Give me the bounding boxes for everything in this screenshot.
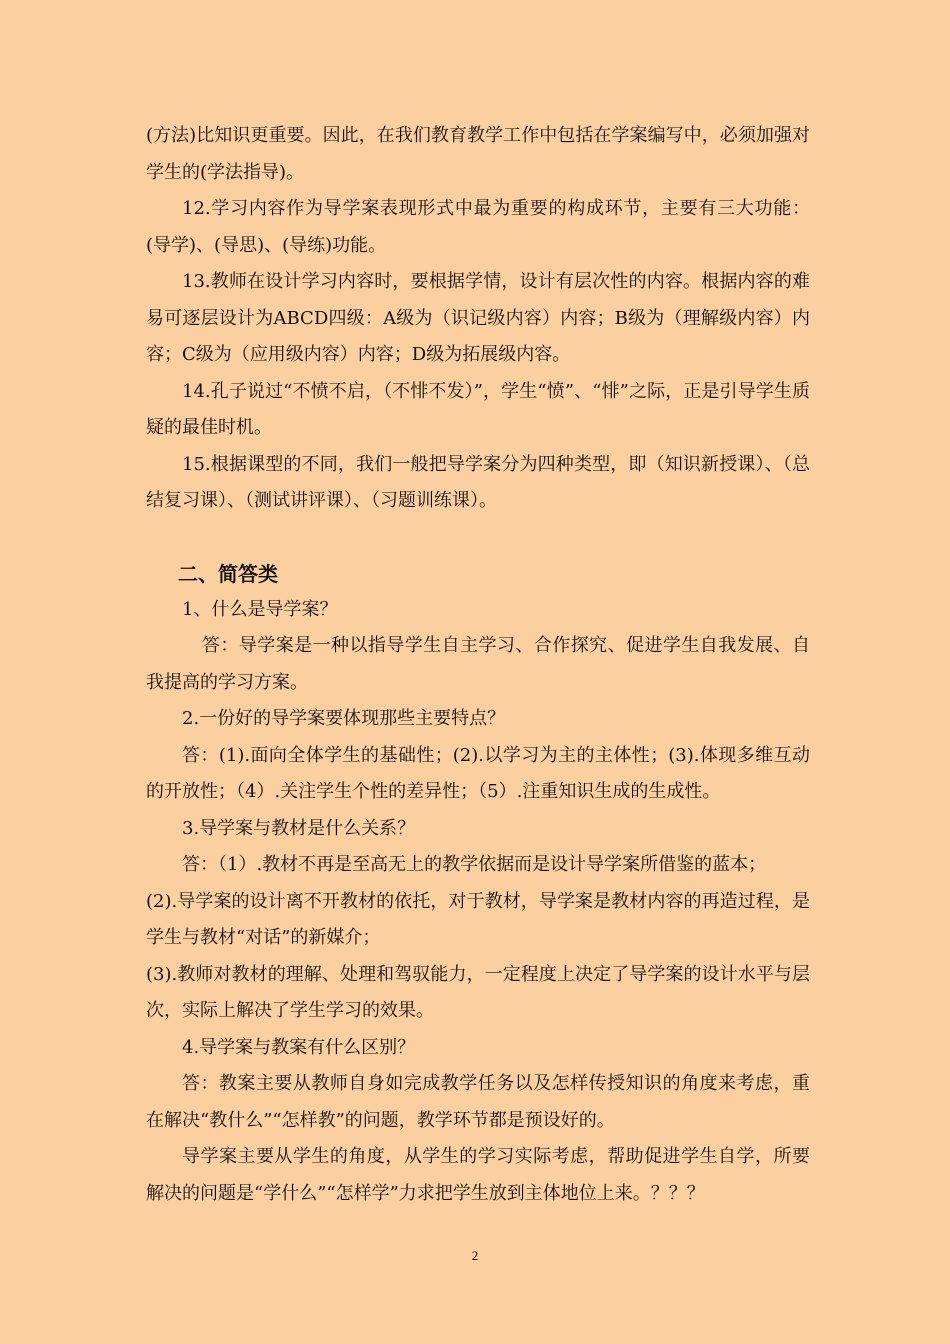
page-number: 2 bbox=[471, 1248, 479, 1263]
section-heading: 二、简答类 bbox=[178, 561, 278, 586]
question-3: 3.导学案与教材是什么关系？ bbox=[182, 817, 416, 839]
answer-4-part-2: 导学案主要从学生的角度，从学生的学习实际考虑，帮助促进学生自学，所要解决的问题是“学什么”“怎样学”力求把学生放到主体地位上来。？？？ bbox=[146, 1146, 810, 1204]
answer-3-part-3: (3).教师对教材的理解、处理和驾驭能力，一定程度上决定了导学案的设计水平与层次，实际上解决了学生学习的效果。 bbox=[146, 963, 810, 1021]
paragraph-12: 12.学习内容作为导学案表现形式中最为重要的构成环节，主要有三大功能：(导学)、(导思)、(导练)功能。 bbox=[146, 198, 810, 256]
answer-3-part-1: 答：（1）.教材不再是至高无上的教学依据而是设计导学案所借鉴的蓝本； bbox=[182, 854, 767, 875]
paragraph-15: 15.根据课型的不同，我们一般把导学案分为四种类型，即（知识新授课）、（总结复习课）、（测试讲评课）、（习题训练课）。 bbox=[146, 453, 810, 511]
paragraph-13: 13.教师在设计学习内容时，要根据学情，设计有层次性的内容。根据内容的难易可逐层设计为ABCD四级：A级为（识记级内容）内容；B级为（理解级内容）内容；C级为（应用级内容）内容；D级为拓展级内容。 bbox=[146, 271, 810, 365]
answer-3-part-2: (2).导学案的设计离不开教材的依托，对于教材，导学案是教材内容的再造过程，是学生与教材“对话”的新媒介； bbox=[146, 890, 810, 948]
answer-1: 答：导学案是一种以指导学生自主学习、合作探究、促进学生自我发展、自我提高的学习方案。 bbox=[146, 635, 810, 693]
document-body bbox=[146, 118, 810, 1212]
answer-4-part-1: 答：教案主要从教师自身如完成教学任务以及怎样传授知识的角度来考虑，重在解决“教什么”“怎样教”的问题，教学环节都是预设好的。 bbox=[146, 1073, 810, 1131]
answer-2: 答：(1).面向全体学生的基础性；(2).以学习为主的主体性；(3).体现多维互动的开放性；（4）.关注学生个性的差异性；（5）.注重知识生成的生成性。 bbox=[146, 744, 810, 802]
question-1: 1、什么是导学案？ bbox=[182, 598, 338, 620]
paragraph-11-continued: (方法)比知识更重要。因此，在我们教育教学工作中包括在学案编写中，必须加强对学生的(学法指导)。 bbox=[146, 125, 810, 183]
question-4: 4.导学案与教案有什么区别？ bbox=[182, 1036, 416, 1058]
question-2: 2.一份好的导学案要体现那些主要特点？ bbox=[182, 708, 506, 729]
paragraph-14: 14.孔子说过“不愤不启，（不悱不发）”，学生“愤”、“悱”之际，正是引导学生质疑的最佳时机。 bbox=[146, 380, 810, 438]
